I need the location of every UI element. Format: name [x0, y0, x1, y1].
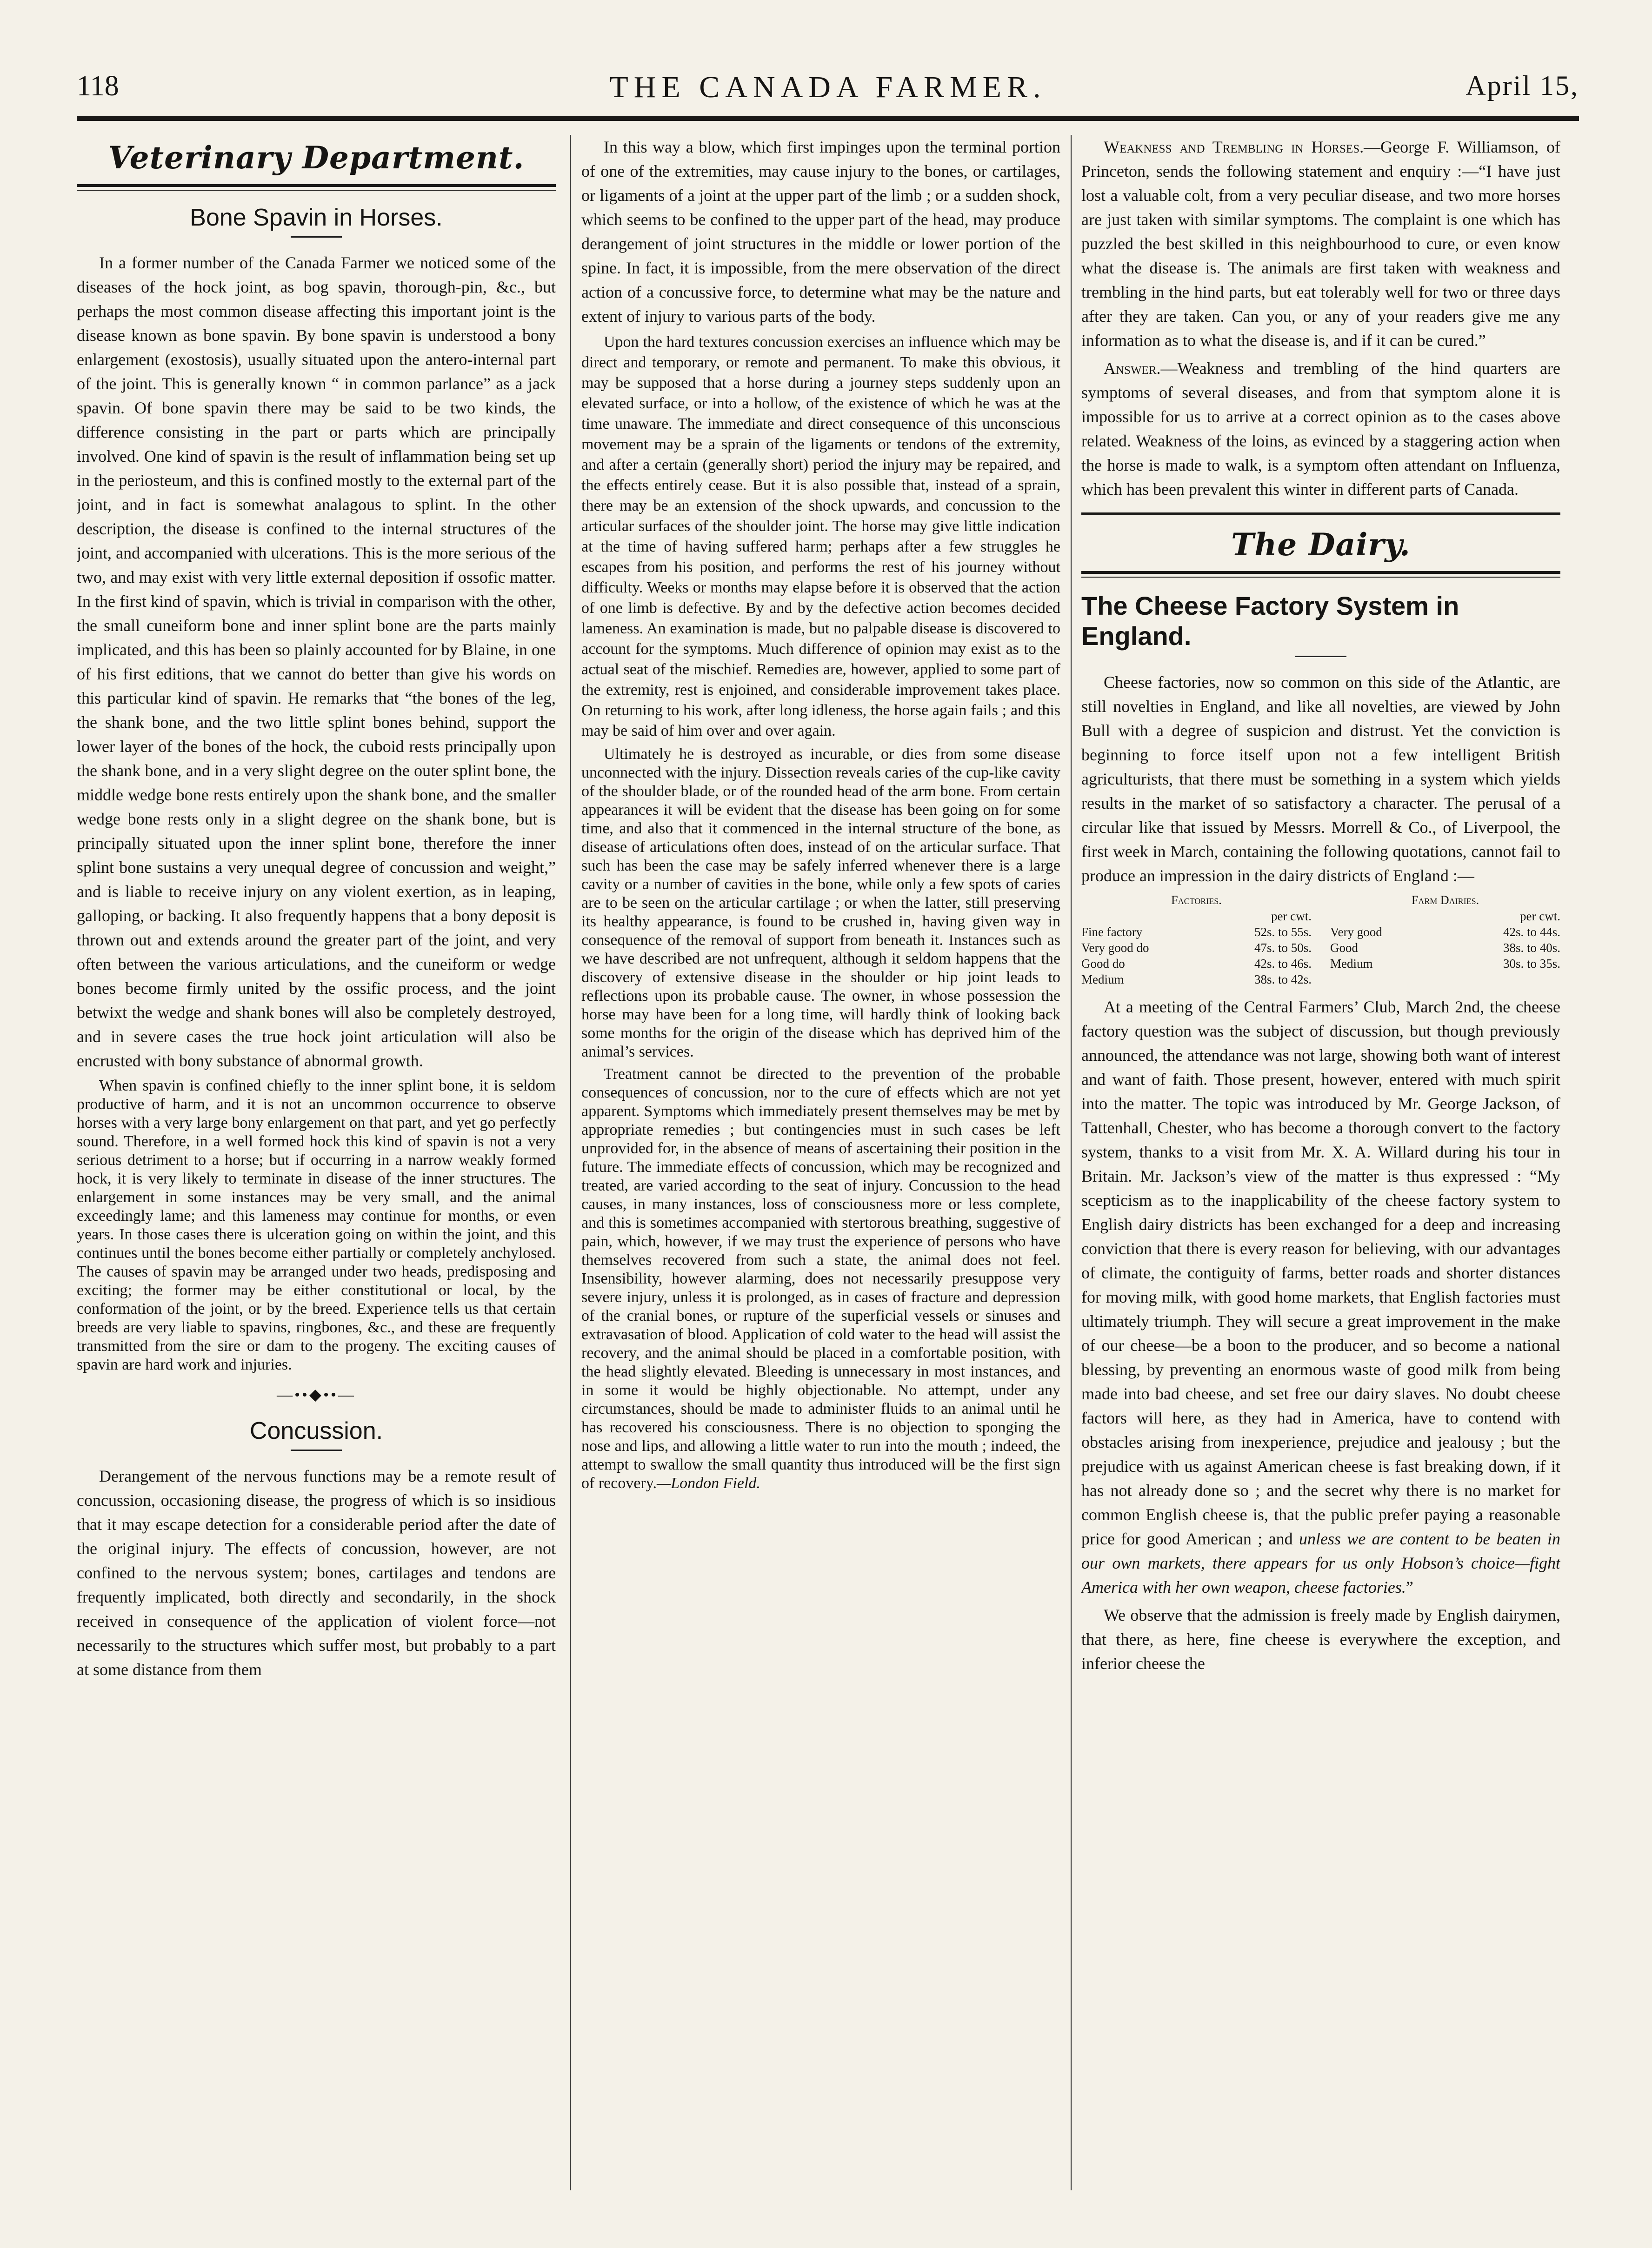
title-rule — [291, 1450, 342, 1451]
article-source: —London Field. — [657, 1475, 760, 1492]
section-heading-veterinary: Veterinary Department. — [108, 140, 525, 176]
article-title-concussion: Concussion. — [249, 1417, 383, 1444]
article-paragraph: Cheese factories, now so common on this side of the Atlantic, are still novelties in England, and like all novelties, are viewed by John Bull with a degree of suspicion and distrust. Yet the conviction is beginning to force itself upon not a few intelligent British agriculturists, that there must be something in a system which yields results in the market of so satisfactory a character. The perusal of a circular like that issued by Messrs. Morrell & Co., of Liverpool, the first week in March, containing the following quotations, cannot fail to produce an impression in the dairy districts of England :— — [1081, 673, 1560, 885]
article-paragraph: Derangement of the nervous functions may be a remote result of concussion, occasioning disease, the progress of which is so insidious that it may escape detection for a considerable period after the date of the original injury. The effects of concussion, however, are not confined to the nervous system; bones, cartilages and tendons are frequently implicated, both directly and secondarily, in the shock received in consequence of the application of violent force—not necessarily to the structures which suffer most, but probably to a part at some distance from them — [77, 1467, 556, 1679]
page-number: 118 — [77, 70, 119, 102]
article-text: At a meeting of the Central Farmers’ Club, March 2nd, the cheese factory question was the subject of discussion, but though previously announced, the attendance was not large, showing both want of interest and want of faith. Those present, however, entered with much spirit into the matter. The topic was introduced by Mr. George Jackson, of Tattenhall, Chester, who has become a thorough convert to the factory system, thanks to a visit from Mr. X. A. Willard during his tour in Britain. Mr. Jackson’s view of the matter is thus expressed : “My scepticism as to the inapplicability of the cheese factory system to English dairy districts has been exchanged for a deep and increasing conviction that there is every reason for believing, with our advantages of climate, the contiguity of farms, better roads and shorter distances for moving milk, with good home markets, that English factories must ultimately triumph. They will secure a great improvement in the make of our cheese—be a boon to the producer, and so become a national blessing, by preventing an enormous waste of good milk from being made into bad cheese, and set free our dairy slaves. No doubt cheese factors will here, as they had in America, have to contend with obstacles arising from inexperience, prejudice and jealousy ; but the prejudice with us against American cheese is fast breaking down, if it has not already done so ; and the secret why there is no market for common English cheese is, that the public prefer paying a reasonable price for good American ; and — [1081, 998, 1560, 1548]
price-grade: Very good — [1330, 925, 1382, 939]
section-heading-dairy: The Dairy. — [1231, 526, 1411, 563]
article-paragraph: In this way a blow, which first impinges upon the terminal portion of one of the extremities, may cause injury to the bones, or cartilages, or ligaments of a joint at the upper part of the limb ; or a sudden shock, which seems to be confined to the upper part of the head, may produce derangement of joint structures in the middle or lower portion of the spine. In fact, it is impossible, from the mere observation of the direct action of a concussive force, to determine what may be the nature and extent of injury to various parts of the body. — [581, 138, 1060, 326]
section-rule — [77, 190, 556, 191]
factories-prices — [1081, 892, 1312, 987]
price-row — [1081, 924, 1312, 940]
price-quotations — [1081, 892, 1560, 987]
price-row — [1081, 940, 1312, 956]
price-row — [1330, 940, 1560, 956]
masthead: THE CANADA FARMER. — [609, 70, 1046, 104]
query-text: —George F. Williamson, of Princeton, sends the following statement and enquiry :—“I have just lost a valuable colt, from a very peculiar disease, and two more horses are just taken with similar symptoms. The complaint is one which has puzzled the best skilled in this neighbourhood to cure, or even know what the disease is. The animals are first taken with weakness and trembling in the hind parts, but eat tolerably well for two or three days after they are taken. Can you, or any of your readers give me any information as to what the disease is, and if it can be cured.” — [1081, 138, 1560, 350]
price-value: 52s. to 55s. — [1254, 925, 1312, 939]
price-grade: Medium — [1330, 957, 1373, 971]
article-paragraph: We observe that the admission is freely made by English dairymen, that there, as here, fine cheese is everywhere the exception, and inferior cheese the — [1081, 1606, 1560, 1673]
article-paragraph: Upon the hard textures concussion exercises an influence which may be direct and temporary, or remote and permanent. To make this obvious, it may be supposed that a horse during a journey steps suddenly upon an elevated surface, or into a hollow, of the existence of which he was at the time unaware. The immediate and direct consequence of this unconscious movement may be a sprain of the ligaments or tendons of the extremity, and after a certain (generally short) period the injury may be repaired, and the effects entirely cease. But it is also possible that, instead of a sprain, there may be an extension of the shock upwards, and concussion to the articular surfaces of the shoulder joint. The horse may give little indication at the time of having suffered harm; perhaps after a few struggles he escapes from his position, and performs the rest of his journey without difficulty. Weeks or months may elapse before it is observed that the action of one limb is defective. By and by the defective action becomes decided lameness. An examination is made, but no palpable disease is discovered to account for the symptoms. Much difference of opinion may exist as to the actual seat of the mischief. Remedies are, however, applied to some part of the extremity, rest is enjoined, and considerable improvement takes place. On returning to his work, after long idleness, the horse again fails ; and this may be said of him over and over again. — [581, 333, 1060, 739]
price-row — [1081, 971, 1312, 987]
title-rule — [1295, 656, 1346, 657]
article-paragraph — [581, 1065, 1060, 1493]
answer-paragraph — [1081, 356, 1560, 501]
section-rule — [1081, 577, 1560, 578]
ornament-divider: —••◆••— — [277, 1386, 356, 1403]
section-rule — [1081, 512, 1560, 515]
query-title: Weakness and Trembling in Horses. — [1104, 138, 1364, 156]
price-row — [1330, 956, 1560, 971]
column-1 — [77, 135, 556, 2200]
column-divider — [570, 135, 571, 2190]
price-value: 42s. to 46s. — [1254, 957, 1312, 971]
section-rule — [1081, 571, 1560, 574]
factories-label: Factories. — [1171, 893, 1222, 907]
price-row — [1081, 956, 1312, 971]
farm-dairies-label: Farm Dairies. — [1411, 893, 1479, 907]
article-title-bone-spavin: Bone Spavin in Horses. — [190, 204, 443, 231]
issue-date: April 15, — [1465, 70, 1579, 101]
price-value: 38s. to 40s. — [1503, 941, 1560, 955]
article-paragraph: Ultimately he is destroyed as incurable, or dies from some disease unconnected with the injury. Dissection reveals caries of the cup-like cavity of the shoulder blade, or of the rounded head of the arm bone. From certain appearances it will be evident that the disease has been going on for some time, and also that it commenced in the internal structure of the bone, as disease of articulations often does, instead of on the articular surface. That such has been the case may be safely inferred whenever there is a large cavity or a number of cavities in the bone, while only a few spots of caries are to be seen on the articular cartilage ; or when the latter, still preserving its healthy appearance, is found to be crushed in, having given way in consequence of the removal of support from beneath it. Instances such as we have described are not unfrequent, although it seldom happens that the discovery of extensive disease in the shoulder or hip joint leads to reflections upon its probable cause. The owner, in whose possession the horse may have been for a long time, will hardly think of looking back some months for the origin of the disease which has deprived him of the animal’s services. — [581, 745, 1060, 1060]
price-unit: per cwt. — [1271, 909, 1312, 923]
price-value: 30s. to 35s. — [1503, 957, 1560, 971]
column-divider — [1071, 135, 1072, 2190]
section-rule — [77, 184, 556, 187]
price-grade: Good do — [1081, 957, 1125, 971]
query-paragraph — [1081, 135, 1560, 352]
article-emphasis: unless we are content to be beaten in our own markets, there appears for us only Hobson’s choice—fight America with her own weapon, cheese factories. — [1081, 1530, 1560, 1596]
column-2 — [581, 135, 1060, 2200]
price-grade: Fine factory — [1081, 925, 1143, 939]
farm-dairies-prices — [1330, 892, 1560, 987]
price-grade: Very good do — [1081, 941, 1149, 955]
article-paragraph — [1081, 995, 1560, 1599]
answer-label: Answer. — [1104, 359, 1161, 378]
article-text: Treatment cannot be directed to the prevention of the probable consequences of concussion, nor to the cure of effects which are not yet apparent. Symptoms which immediately present themselves may be met by appropriate remedies ; but contingencies must in such cases be left unprovided for, in the absence of means of ascertaining their position in the future. The immediate effects of concussion, which may be recognized and treated, are varied according to the seat of injury. Concussion to the head causes, in many instances, loss of consciousness more or less complete, and this is sometimes accompanied with stertorous breathing, suggestive of pain, which, however, if we may trust the experience of persons who have themselves recovered from such a state, the animal does not feel. Insensibility, however alarming, does not necessarily presuppose very severe injury, unless it is prolonged, as in cases of fracture and depression of the cranial bones, or rupture of the superficial vessels or sinuses and extravasation of blood. Application of cold water to the head will assist the recovery, and the animal should be placed in a comfortable position, with the head slightly elevated. Bleeding is unnecessary in most instances, and in some it would be highly objectionable. No attempt, under any circumstances, should be made to administer fluids to an animal until he has recovered his consciousness. There is no objection to sponging the nose and lips, and allowing a little water to run into the mouth ; indeed, the attempt to swallow the small quantity thus introduced will be the first sign of recovery. — [581, 1065, 1060, 1492]
price-row — [1330, 924, 1560, 940]
price-value: 42s. to 44s. — [1503, 925, 1560, 939]
article-paragraph: In a former number of the Canada Farmer we noticed some of the diseases of the hock joint, as bog spavin, thorough-pin, &c., but perhaps the most common disease affecting this important joint is the disease known as bone spavin. By bone spavin is understood a bony enlargement (exostosis), usually situated upon the antero-internal part of the joint. This is generally known “ in common parlance” as a jack spavin. Of bone spavin there may be said to be two kinds, the difference consisting in the part or parts which are principally involved. One kind of spavin is the result of inflammation being set up in the periosteum, and this is confined mostly to the external part of the joint, and in fact is somewhat analagous to splint. In the other description, the disease is confined to the internal structures of the joint, and accompanied with ulcerations. This is the more serious of the two, and may exist with very little external deposition if ossofic matter. In the first kind of spavin, which is trivial in comparison with the other, the small cuneiform bone and inner splint bone are the parts mainly implicated, and this has been so plainly accounted for by Blaine, in one of his first editions, that we cannot do better than give his words on this particular kind of spavin. He remarks that “the bones of the leg, the shank bone, and the two little splint bones behind, support the lower layer of the bones of the hock, the cuboid rests principally upon the shank bone, and in a very slight degree on the outer splint bone, the middle wedge bone rests entirely upon the shank bone, and the smaller wedge bone rests only in a slight degree on the shank bone, but is principally situated upon the inner splint bone, therefore the inner splint bone sustains a very unequal degree of concussion and weight,” and is liable to receive injury on any violent exertion, as in leaping, galloping, or backing. It also frequently happens that a bony deposit is thrown out and extends around the greater part of the joint, and very often between the various articulations, and the cuneiform or wedge bones become firmly united by the ossific process, and the joint betwixt the wedge and shank bones will also be completely destroyed, and in severe cases the true hock joint articulation will also be encrusted with bony substance of abnormal growth. — [77, 253, 556, 1070]
answer-text: —Weakness and trembling of the hind quarters are symptoms of several diseases, and from that symptom alone it is impossible for us to arrive at a correct opinion as to the cases above related. Weakness of the loins, as evinced by a staggering action when the horse is made to walk, is a symptom often attendant on Influenza, which has been prevalent this winter in different parts of Canada. — [1081, 359, 1560, 499]
price-grade: Good — [1330, 941, 1358, 955]
column-3 — [1081, 135, 1560, 2200]
title-rule — [291, 236, 342, 238]
page-header — [77, 70, 1579, 126]
article-text: ” — [1406, 1578, 1413, 1596]
price-value: 38s. to 42s. — [1254, 972, 1312, 986]
price-grade: Medium — [1081, 972, 1124, 986]
article-title-cheese-factory: The Cheese Factory System in England. — [1081, 591, 1459, 651]
price-value: 47s. to 50s. — [1254, 941, 1312, 955]
article-paragraph: When spavin is confined chiefly to the inner splint bone, it is seldom productive of harm, and it is not an uncommon occurrence to observe horses with a very large bony enlargement on that part, and yet go perfectly sound. Therefore, in a well formed hock this kind of spavin is not a very serious detriment to a horse; but if occurring in a narrow weakly formed hock, it is very likely to terminate in disease of the inner structures. The enlargement in some instances may be very small, and the animal exceedingly lame; and this lameness may continue for months, or even years. In those cases there is ulceration going on within the joint, and this continues until the bones become either partially or completely anchylosed. The causes of spavin may be arranged under two heads, predisposing and exciting; the former may be either constitutional or local, by the conformation of the joint, or by the breed. Experience tells us that certain breeds are very liable to spavins, ringbones, &c., and these are frequently transmitted from the sire or dam to the progeny. The exciting causes of spavin are hard work and injuries. — [77, 1077, 556, 1373]
header-rule — [77, 116, 1579, 121]
price-unit: per cwt. — [1520, 909, 1560, 923]
